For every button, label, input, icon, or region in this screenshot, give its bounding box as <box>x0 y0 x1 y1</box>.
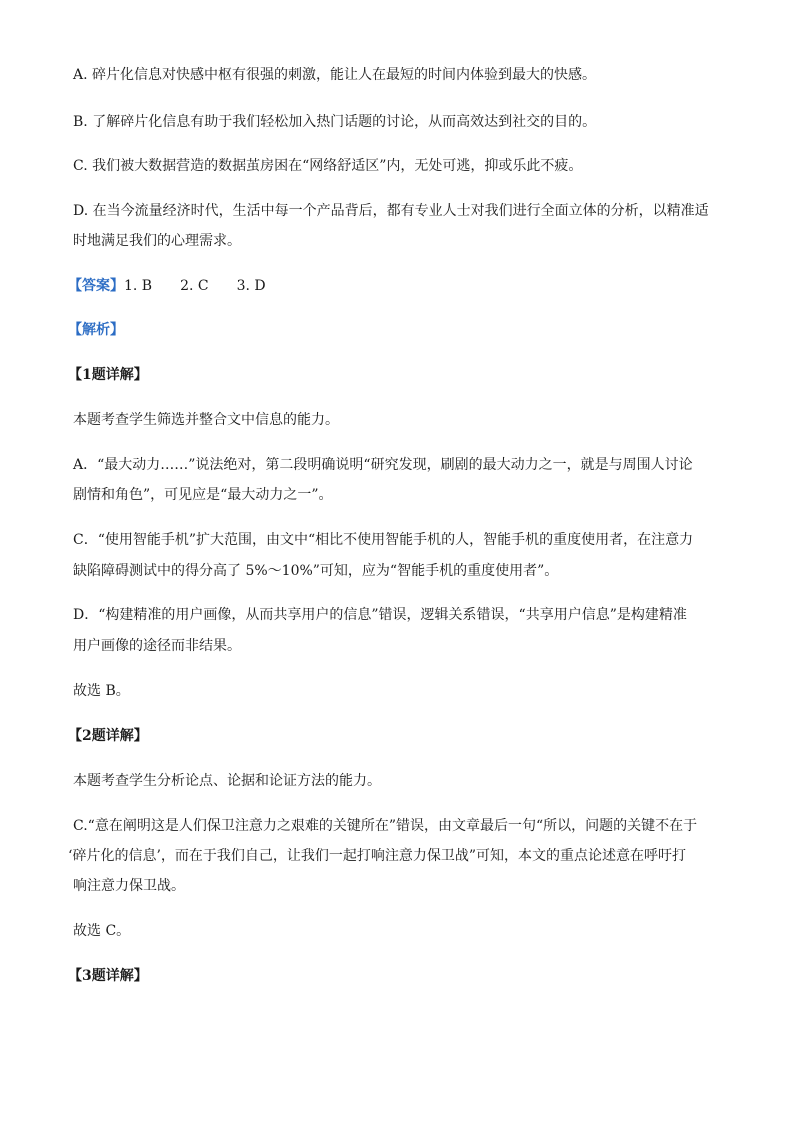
q2-intro: 本题考查学生分析论点、论据和论证方法的能力。 <box>73 773 381 789</box>
q1-d-line-2: 用户画像的途径而非结果。 <box>73 638 241 654</box>
q1-conclusion: 故选 B。 <box>73 683 130 699</box>
q3-heading: 【3题详解】 <box>68 968 148 984</box>
answer-text: 1. B 2. C 3. D <box>124 278 266 294</box>
option-b: B. 了解碎片化信息有助于我们轻松加入热门话题的讨论，从而高效达到社交的目的。 <box>73 114 597 130</box>
q2-heading: 【2题详解】 <box>68 728 148 744</box>
option-d-line-2: 时地满足我们的心理需求。 <box>73 233 241 249</box>
option-c: C. 我们被大数据营造的数据茧房困在“网络舒适区”内，无处可逃，抑或乐此不疲。 <box>73 158 583 174</box>
q1-a-line-1: A．“最大动力……”说法绝对，第二段明确说明“研究发现，刷剧的最大动力之一，就是与周围人讨论 <box>73 457 693 473</box>
q1-intro: 本题考查学生筛选并整合文中信息的能力。 <box>73 412 339 428</box>
q2-c-line-3: 响注意力保卫战。 <box>73 878 185 894</box>
option-a: A. 碎片化信息对快感中枢有很强的刺激，能让人在最短的时间内体验到最大的快感。 <box>73 67 597 83</box>
q1-d-line-1: D．“构建精准的用户画像，从而共享用户的信息”错误，逻辑关系错误，“共享用户信息”是构建精准 <box>73 607 687 623</box>
answer-line <box>68 277 266 295</box>
q1-a-line-2: 剧情和角色”，可见应是“最大动力之一”。 <box>73 487 333 503</box>
answer-label: 【答案】 <box>68 278 124 294</box>
analysis-label: 【解析】 <box>68 322 124 338</box>
option-d-line-1: D. 在当今流量经济时代，生活中每一个产品背后，都有专业人士对我们进行全面立体的分析，以精准适 <box>73 203 709 219</box>
q1-c-line-2: 缺陷障碍测试中的得分高了 5%～10%”可知，应为“智能手机的重度使用者”。 <box>73 563 559 579</box>
q1-c-line-1: C．“使用智能手机”扩大范围，由文中“相比不使用智能手机的人，智能手机的重度使用者，在注意力 <box>73 532 694 548</box>
q1-heading: 【1题详解】 <box>68 367 148 383</box>
q2-c-line-2: ‘碎片化的信息’，而在于我们自己，让我们一起打响注意力保卫战”可知，本文的重点论述意在呼吁打 <box>68 848 687 864</box>
q2-conclusion: 故选 C。 <box>73 923 131 939</box>
q2-c-line-1: C.“意在阐明这是人们保卫注意力之艰难的关键所在”错误，由文章最后一句“所以，问题的关键不在于 <box>73 818 698 834</box>
